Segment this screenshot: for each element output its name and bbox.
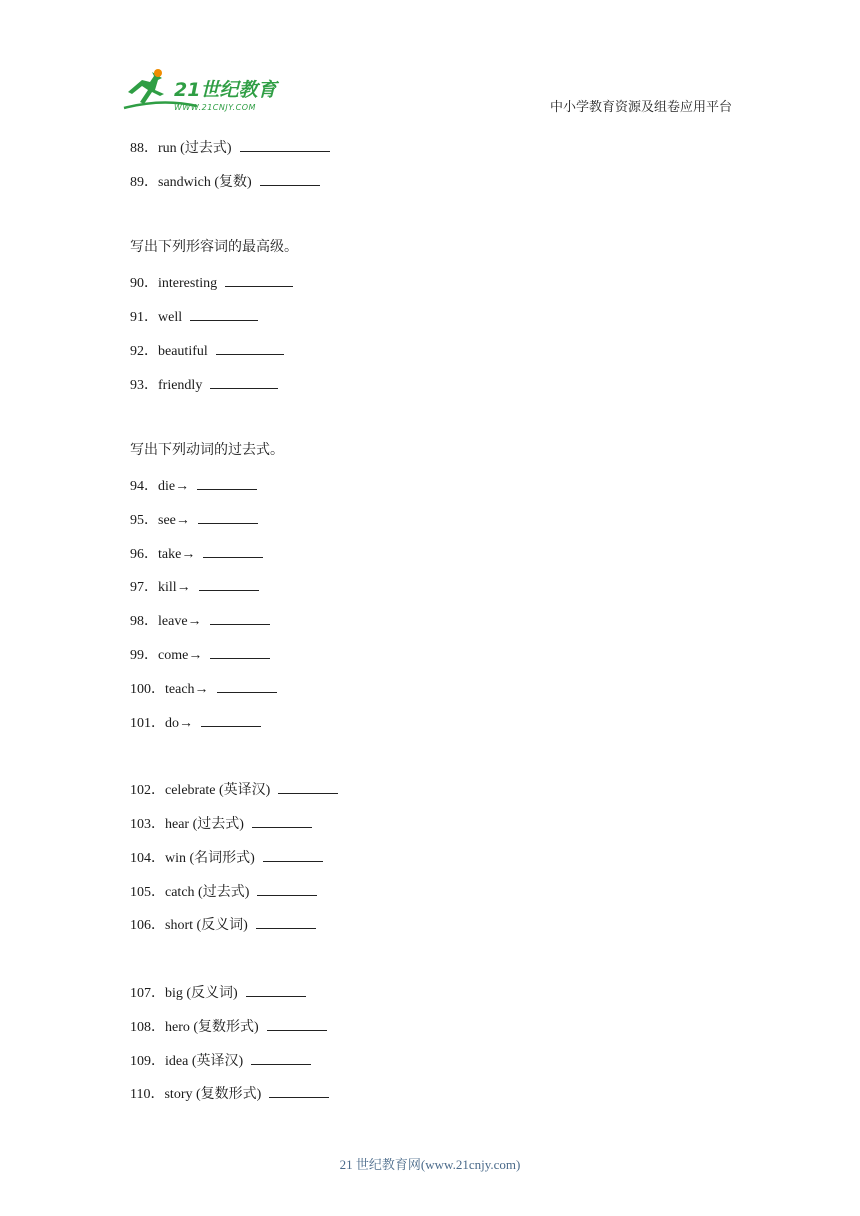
question-text: teach→ bbox=[165, 681, 209, 697]
question-number: 97． bbox=[130, 580, 158, 596]
question-item bbox=[130, 981, 730, 1015]
section-heading: 写出下列形容词的最高级。 bbox=[130, 240, 298, 256]
question-text: idea (英译汉) bbox=[165, 1053, 244, 1069]
answer-blank[interactable] bbox=[198, 508, 258, 524]
question-text: well bbox=[158, 309, 183, 325]
question-number: 95． bbox=[130, 512, 158, 528]
answer-blank[interactable] bbox=[210, 643, 270, 659]
question-item bbox=[130, 474, 730, 508]
question-text: hero (复数形式) bbox=[165, 1019, 259, 1035]
question-text: story (复数形式) bbox=[164, 1087, 262, 1103]
question-item bbox=[130, 812, 730, 846]
question-item bbox=[130, 508, 730, 542]
question-number: 110． bbox=[130, 1087, 165, 1103]
question-number: 94． bbox=[130, 478, 158, 494]
question-number: 106． bbox=[130, 918, 165, 934]
question-number: 108． bbox=[130, 1019, 165, 1035]
answer-blank[interactable] bbox=[257, 880, 317, 896]
question-item bbox=[130, 1082, 730, 1116]
answer-blank[interactable] bbox=[210, 609, 270, 625]
question-item bbox=[130, 778, 730, 812]
answer-blank[interactable] bbox=[199, 575, 259, 591]
answer-blank[interactable] bbox=[267, 1015, 327, 1031]
answer-blank[interactable] bbox=[269, 1082, 329, 1098]
answer-blank[interactable] bbox=[197, 474, 257, 490]
answer-blank[interactable] bbox=[203, 542, 263, 558]
question-text: die→ bbox=[158, 478, 190, 494]
question-text: sandwich (复数) bbox=[158, 174, 252, 190]
question-item bbox=[130, 1015, 730, 1049]
question-item bbox=[130, 609, 730, 643]
question-text: come→ bbox=[158, 647, 203, 663]
question-number: 105． bbox=[130, 884, 165, 900]
question-number: 107． bbox=[130, 985, 165, 1001]
page-header bbox=[0, 0, 860, 130]
question-number: 101． bbox=[130, 715, 165, 731]
question-number: 96． bbox=[130, 546, 158, 562]
question-number: 91． bbox=[130, 309, 158, 325]
answer-blank[interactable] bbox=[190, 305, 258, 321]
question-item bbox=[130, 1049, 730, 1083]
logo-text: 21世纪教育 bbox=[174, 79, 277, 101]
answer-blank[interactable] bbox=[260, 170, 320, 186]
question-text: see→ bbox=[158, 512, 190, 528]
question-item bbox=[130, 846, 730, 880]
question-number: 104． bbox=[130, 850, 165, 866]
question-item bbox=[130, 913, 730, 947]
question-text: do→ bbox=[165, 715, 193, 731]
question-item bbox=[130, 880, 730, 914]
answer-blank[interactable] bbox=[210, 373, 278, 389]
section-gap bbox=[130, 406, 730, 440]
answer-blank[interactable] bbox=[201, 711, 261, 727]
question-number: 92． bbox=[130, 343, 158, 359]
question-number: 99． bbox=[130, 647, 158, 663]
question-text: short (反义词) bbox=[165, 918, 248, 934]
question-number: 98． bbox=[130, 614, 158, 630]
answer-blank[interactable] bbox=[216, 339, 284, 355]
question-number: 89． bbox=[130, 174, 158, 190]
answer-blank[interactable] bbox=[225, 271, 293, 287]
question-number: 88． bbox=[130, 141, 158, 156]
question-item bbox=[130, 339, 730, 373]
question-item bbox=[130, 677, 730, 711]
question-text: win (名词形式) bbox=[165, 850, 255, 866]
question-number: 93． bbox=[130, 377, 158, 393]
question-item bbox=[130, 305, 730, 339]
answer-blank[interactable] bbox=[263, 846, 323, 862]
question-item bbox=[130, 271, 730, 305]
question-item bbox=[130, 373, 730, 407]
question-text: kill→ bbox=[158, 580, 191, 596]
answer-blank[interactable] bbox=[256, 913, 316, 929]
question-number: 109． bbox=[130, 1053, 165, 1069]
question-text: run (过去式) bbox=[158, 141, 232, 156]
question-number: 90． bbox=[130, 276, 158, 292]
logo-url: WWW.21CNJY.COM bbox=[174, 103, 256, 112]
section-gap bbox=[130, 204, 730, 238]
question-text: big (反义词) bbox=[165, 985, 238, 1001]
platform-label: 中小学教育资源及组卷应用平台 bbox=[549, 99, 732, 114]
question-item bbox=[130, 136, 730, 170]
answer-blank[interactable] bbox=[240, 136, 330, 152]
answer-blank[interactable] bbox=[252, 812, 312, 828]
answer-blank[interactable] bbox=[217, 677, 277, 693]
question-item bbox=[130, 643, 730, 677]
question-text: hear (过去式) bbox=[165, 816, 244, 832]
answer-blank[interactable] bbox=[278, 778, 338, 794]
logo-21cnjy bbox=[122, 68, 292, 116]
question-number: 102． bbox=[130, 783, 165, 799]
question-item bbox=[130, 170, 730, 204]
answer-blank[interactable] bbox=[246, 981, 306, 997]
question-text: leave→ bbox=[158, 614, 202, 630]
question-text: interesting bbox=[158, 276, 218, 292]
section-heading: 写出下列动词的过去式。 bbox=[130, 443, 284, 459]
question-item bbox=[130, 542, 730, 576]
footer-source: 21 世纪教育网(www.21cnjy.com) bbox=[339, 1157, 521, 1172]
section-gap bbox=[130, 947, 730, 981]
section-gap bbox=[130, 744, 730, 778]
question-item bbox=[130, 711, 730, 745]
question-text: take→ bbox=[158, 546, 196, 562]
answer-blank[interactable] bbox=[251, 1049, 311, 1065]
question-text: beautiful bbox=[158, 343, 208, 359]
question-number: 103． bbox=[130, 816, 165, 832]
question-text: celebrate (英译汉) bbox=[165, 783, 271, 799]
question-item bbox=[130, 575, 730, 609]
question-number: 100． bbox=[130, 681, 165, 697]
question-text: catch (过去式) bbox=[165, 884, 250, 900]
worksheet-content bbox=[130, 136, 730, 1116]
question-text: friendly bbox=[158, 377, 203, 393]
